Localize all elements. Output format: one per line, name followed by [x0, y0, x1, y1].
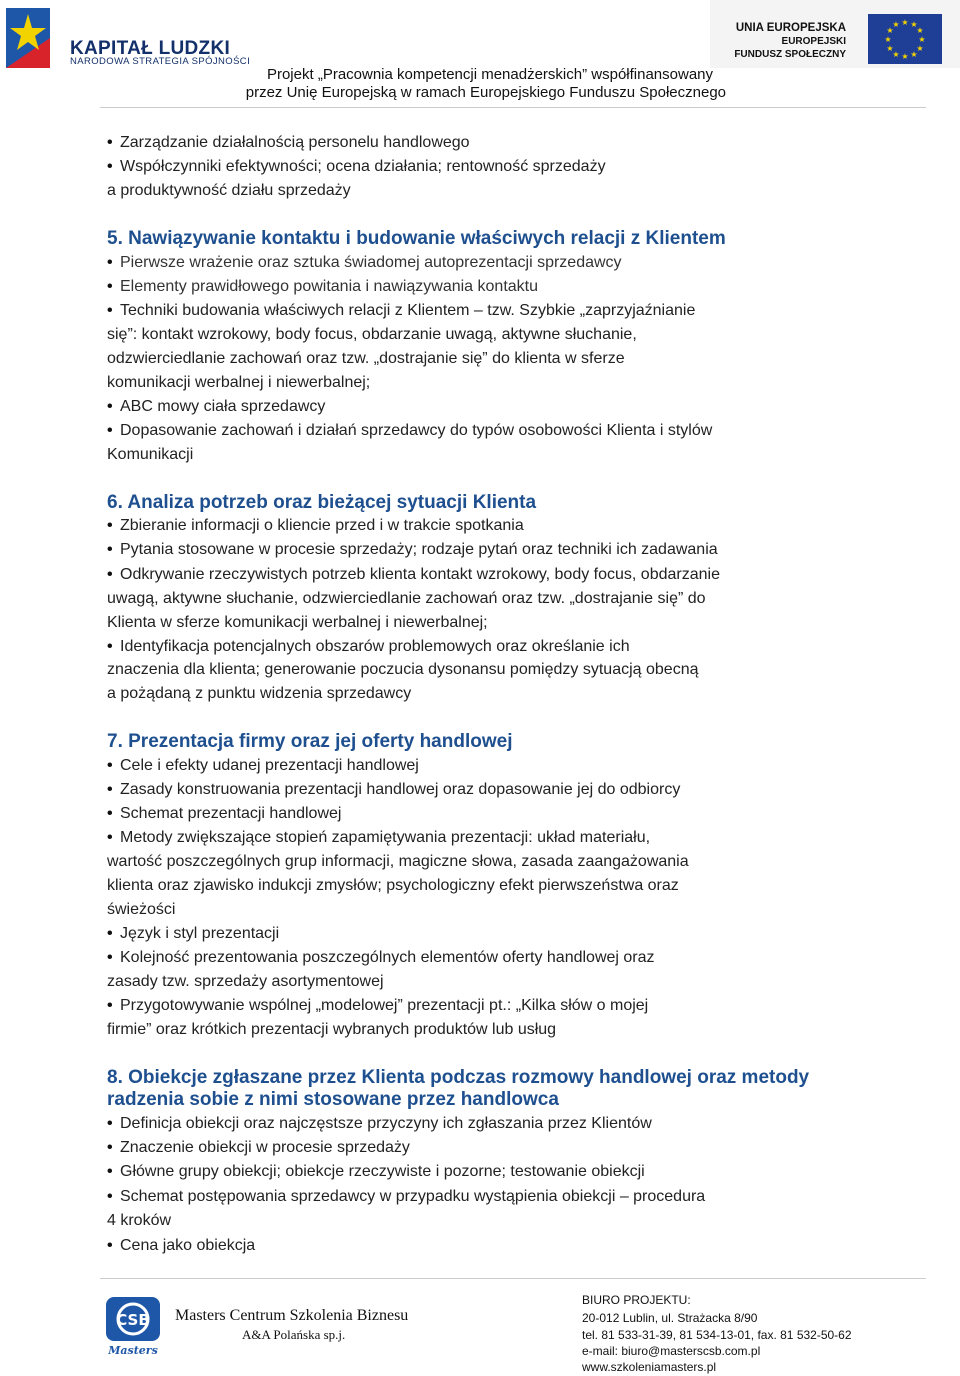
list-item-continuation: świeżości	[107, 901, 176, 918]
list-item: • Znaczenie obiekcji w procesie sprzedaży	[107, 1138, 410, 1158]
list-item-continuation: komunikacji werbalnej i niewerbalnej;	[107, 374, 371, 391]
masters-csb-logo-icon	[104, 1295, 162, 1357]
list-item-continuation: uwagą, aktywne słuchanie, odzwierciedlanie zachowań oraz tzw. „dostrajanie się” do	[107, 590, 706, 607]
list-item-continuation: a produktywność działu sprzedaży	[107, 182, 351, 199]
list-item: • Definicja obiekcji oraz najczęstsze przyczyny ich zgłaszania przez Klientów	[107, 1114, 652, 1134]
footer-company-name: Masters Centrum Szkolenia Biznesu	[175, 1307, 409, 1324]
list-item: • Współczynniki efektywności; ocena działania; rentowność sprzedaży	[107, 157, 606, 177]
header-divider	[100, 107, 926, 108]
kapital-ludzki-title: KAPITAŁ LUDZKI	[70, 38, 231, 59]
list-item: • Zasady konstruowania prezentacji handlowej oraz dopasowanie jej do odbiorcy	[107, 780, 680, 800]
footer-email[interactable]: e-mail: biuro@masterscsb.com.pl	[582, 1344, 761, 1358]
list-item-continuation: Komunikacji	[107, 446, 194, 463]
list-item: • Schemat prezentacji handlowej	[107, 804, 341, 824]
eu-logo	[710, 0, 960, 68]
eu-flag-icon	[868, 14, 942, 64]
list-item: • Zbieranie informacji o kliencie przed i w trakcie spotkania	[107, 516, 524, 536]
list-item: • Pytania stosowane w procesie sprzedaży; rodzaje pytań oraz techniki ich zadawania	[107, 540, 718, 560]
list-item-continuation: 4 kroków	[107, 1212, 172, 1229]
logo-mark-text: CSB	[116, 1311, 150, 1329]
list-item: • ABC mowy ciała sprzedawcy	[107, 397, 325, 417]
svg-text:★: ★	[918, 35, 926, 44]
list-item-continuation: odzwierciedlanie zachowań oraz tzw. „dostrajanie się” do klienta w sferze	[107, 350, 625, 367]
svg-text:★: ★	[910, 50, 918, 59]
eu-line-1: UNIA EUROPEJSKA	[735, 22, 846, 34]
footer-divider	[100, 1278, 926, 1279]
list-item: • Zarządzanie działalnością personelu handlowego	[107, 133, 470, 153]
footer-website[interactable]: www.szkoleniamasters.pl	[582, 1360, 717, 1374]
svg-text:★: ★	[892, 20, 900, 29]
list-item: • Pierwsze wrażenie oraz sztuka świadomej autoprezentacji sprzedawcy	[107, 253, 622, 273]
project-line-1: Projekt „Pracownia kompetencji menadżerskich” współfinansowany	[266, 66, 713, 83]
svg-text:★: ★	[892, 50, 900, 59]
list-item-continuation: firmie” oraz krótkich prezentacji wybranych produktów lub usług	[107, 1021, 557, 1038]
section-heading-8: 8. Obiekcje zgłaszane przez Klienta podczas rozmowy handlowej oraz metody	[107, 1067, 810, 1088]
list-item: • Schemat postępowania sprzedawcy w przypadku wystąpienia obiekcji – procedura	[107, 1187, 705, 1207]
svg-text:★: ★	[910, 20, 918, 29]
section-heading-8-continuation: radzenia sobie z nimi stosowane przez handlowca	[107, 1089, 559, 1110]
list-item: • Cena jako obiekcja	[107, 1236, 255, 1256]
page-header	[0, 0, 960, 108]
list-item: • Język i styl prezentacji	[107, 924, 279, 944]
project-line-2: przez Unię Europejską w ramach Europejskiego Funduszu Społecznego	[245, 84, 726, 101]
kapital-ludzki-subtitle: NARODOWA STRATEGIA SPÓJNOŚCI	[70, 56, 251, 67]
list-item: • Przygotowywanie wspólnej „modelowej” prezentacji pt.: „Kilka słów o mojej	[107, 996, 648, 1016]
list-item-continuation: wartość poszczególnych grup informacji, magiczne słowa, zasada zaangażowania	[107, 853, 689, 870]
svg-text:★: ★	[886, 26, 894, 35]
list-item: • Główne grupy obiekcji; obiekcje rzeczywiste i pozorne; testowanie obiekcji	[107, 1162, 645, 1182]
kapital-ludzki-logo	[6, 8, 256, 74]
list-item: • Identyfikacja potencjalnych obszarów problemowych oraz określanie ich	[107, 637, 630, 657]
section-heading-6: 6. Analiza potrzeb oraz bieżącej sytuacji Klienta	[107, 492, 537, 513]
svg-text:★: ★	[884, 35, 892, 44]
footer-address: 20-012 Lublin, ul. Strażacka 8/90	[582, 1311, 758, 1325]
list-item: • Elementy prawidłowego powitania i nawiązywania kontaktu	[107, 277, 538, 297]
list-item: • Dopasowanie zachowań i działań sprzedawcy do typów osobowości Klienta i stylów	[107, 421, 712, 441]
list-item: • Odkrywanie rzeczywistych potrzeb klienta kontakt wzrokowy, body focus, obdarzanie	[107, 565, 720, 585]
list-item-continuation: się”: kontakt wzrokowy, body focus, obdarzanie uwagą, aktywne słuchanie,	[107, 326, 637, 343]
eu-logo-text	[728, 22, 846, 61]
list-item: • Techniki budowania właściwych relacji z Klientem – tzw. Szybkie „zaprzyjaźnianie	[107, 301, 695, 321]
list-item: • Cele i efekty udanej prezentacji handlowej	[107, 756, 419, 776]
list-item: • Metody zwiększające stopień zapamiętywania prezentacji: układ materiału,	[107, 828, 650, 848]
list-item-continuation: a pożądaną z punktu widzenia sprzedawcy	[107, 685, 412, 702]
footer-company-sub: A&A Polańska sp.j.	[242, 1327, 346, 1342]
list-item-continuation: zasady tzw. sprzedaży asortymentowej	[107, 973, 384, 990]
footer-office-label: BIURO PROJEKTU:	[582, 1293, 691, 1307]
svg-text:★: ★	[886, 44, 894, 53]
list-item-continuation: klienta oraz zjawisko indukcji zmysłów; psychologiczny efekt pierwszeństwa oraz	[107, 877, 679, 894]
kapital-ludzki-emblem-icon	[6, 8, 50, 68]
svg-text:★: ★	[901, 52, 909, 61]
section-heading-5: 5. Nawiązywanie kontaktu i budowanie właściwych relacji z Klientem	[107, 228, 726, 249]
list-item-continuation: Klienta w sferze komunikacji werbalnej i niewerbalnej;	[107, 614, 488, 631]
list-item: • Kolejność prezentowania poszczególnych elementów oferty handlowej oraz	[107, 948, 655, 968]
list-item-continuation: znaczenia dla klienta; generowanie poczucia dysonansu pomiędzy sytuacją obecną	[107, 661, 699, 678]
svg-text:★: ★	[901, 18, 909, 27]
eu-line-2: EUROPEJSKI	[781, 36, 846, 47]
eu-line-3: FUNDUSZ SPOŁECZNY	[734, 49, 846, 60]
logo-wordmark-text: Masters	[108, 1344, 158, 1357]
section-heading-7: 7. Prezentacja firmy oraz jej oferty handlowej	[107, 731, 513, 752]
footer-phones: tel. 81 533-31-39, 81 534-13-01, fax. 81 532-50-62	[582, 1328, 852, 1342]
svg-text:★: ★	[916, 26, 924, 35]
svg-text:★: ★	[916, 44, 924, 53]
